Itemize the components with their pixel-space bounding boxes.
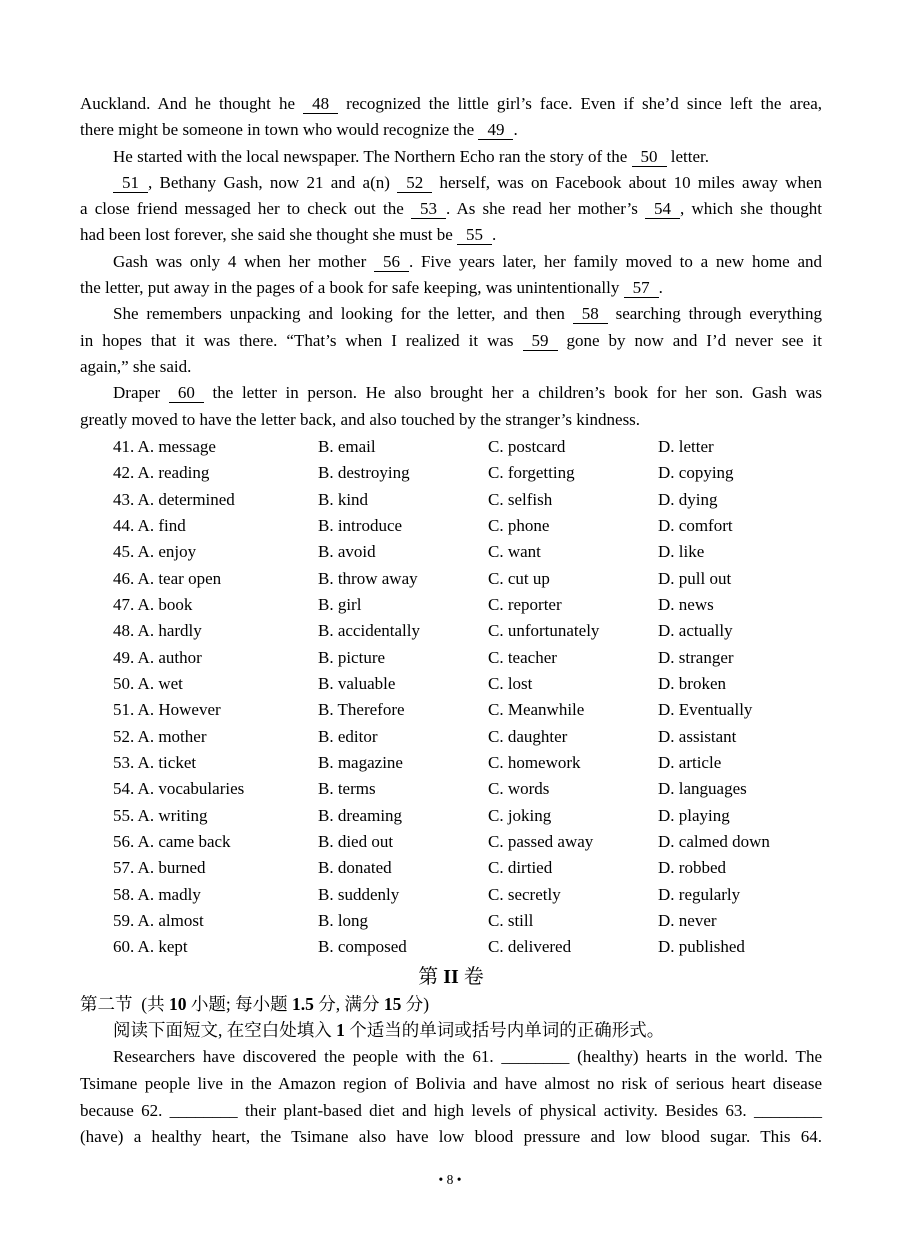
option-cell-B: B. terms [318, 779, 376, 799]
option-cell-C: C. teacher [488, 647, 557, 667]
option-row-53 [113, 750, 822, 776]
option-row-41 [113, 434, 822, 460]
option-cell-B: B. dreaming [318, 805, 403, 825]
option-cell-C: C. words [488, 779, 550, 799]
passage-line: Auckland. And he thought he 48 recognized the little girl’s face. Even if she’d since left the area, [80, 94, 823, 113]
option-row-44 [113, 513, 822, 539]
option-cell-B: B. editor [318, 726, 378, 746]
option-row-47 [113, 592, 822, 618]
option-cell-D: D. letter [658, 436, 714, 456]
bold-text-run: 15 [383, 993, 402, 1014]
text-run: 小题; 每小题 [186, 993, 292, 1014]
blank-49: 49 [478, 120, 513, 140]
option-cell-A: 44. A. find [113, 515, 186, 535]
passage-line: in hopes that it was there. “That’s when I realized it was 59 gone by now and I’d never see it [80, 330, 822, 350]
option-cell-D: D. Eventually [658, 700, 753, 720]
option-cell-C: C. postcard [488, 436, 566, 456]
passage-line: He started with the local newspaper. The Northern Echo ran the story of the 50 letter. [113, 146, 709, 166]
option-cell-B: B. valuable [318, 673, 396, 693]
blank-50: 50 [632, 147, 667, 167]
option-row-43 [113, 487, 822, 513]
option-cell-A: 58. A. madly [113, 884, 201, 904]
option-cell-A: 41. A. message [113, 436, 216, 456]
option-row-52 [113, 724, 822, 750]
option-cell-C: C. homework [488, 752, 581, 772]
passage-line: there might be someone in town who would recognize the 49 . [80, 120, 518, 140]
option-cell-D: D. languages [658, 779, 747, 799]
passage-line: (have) a healthy heart, the Tsimane also have low blood pressure and low blood sugar. This 64. [80, 1127, 822, 1147]
option-cell-B: B. magazine [318, 752, 403, 772]
option-cell-D: D. assistant [658, 726, 737, 746]
option-row-49 [113, 645, 822, 671]
passage-line: had been lost forever, she said she thought she must be 55 . [80, 225, 497, 245]
option-cell-D: D. dying [658, 489, 718, 509]
text-run: 第二节 (共 [80, 993, 169, 1014]
option-cell-A: 43. A. determined [113, 489, 235, 509]
option-cell-A: 42. A. reading [113, 463, 210, 483]
option-row-48 [113, 618, 822, 644]
option-cell-C: C. lost [488, 673, 533, 693]
option-cell-D: D. comfort [658, 515, 733, 535]
passage-line: Gash was only 4 when her mother 56 . Five years later, her family moved to a new home and [113, 251, 823, 271]
option-cell-C: C. delivered [488, 937, 572, 957]
option-row-42 [113, 460, 822, 486]
option-cell-D: D. article [658, 752, 722, 772]
option-row-50 [113, 671, 822, 697]
option-cell-B: B. picture [318, 647, 386, 667]
option-cell-A: 54. A. vocabularies [113, 779, 245, 799]
option-cell-A: 50. A. wet [113, 673, 183, 693]
blank-55: 55 [457, 225, 492, 245]
passage-line: because 62. ________ their plant-based diet and high levels of physical activity. Besides 63. ________ [80, 1100, 822, 1120]
blank-48: 48 [303, 94, 338, 114]
option-cell-C: C. still [488, 911, 534, 931]
text-run: 分) [401, 993, 430, 1014]
cloze-passage [80, 91, 822, 433]
volume-header-roman: II [443, 965, 459, 988]
blank-53: 53 [411, 199, 446, 219]
option-cell-B: B. accidentally [318, 621, 420, 641]
bold-text-run: 1 [336, 1020, 345, 1041]
option-row-56 [113, 829, 822, 855]
option-cell-A: 60. A. kept [113, 937, 188, 957]
option-cell-A: 51. A. However [113, 700, 221, 720]
option-cell-D: D. robbed [658, 858, 726, 878]
blank-60: 60 [169, 383, 204, 403]
option-cell-D: D. broken [658, 673, 726, 693]
passage-line: the letter, put away in the pages of a book for safe keeping, was unintentionally 57 . [80, 278, 663, 298]
option-cell-D: D. copying [658, 463, 734, 483]
passage-line: greatly moved to have the letter back, and also touched by the stranger’s kindness. [80, 409, 641, 429]
option-cell-B: B. throw away [318, 568, 418, 588]
option-cell-B: B. kind [318, 489, 369, 509]
option-row-57 [113, 855, 822, 881]
option-cell-C: C. joking [488, 805, 552, 825]
option-cell-D: D. like [658, 542, 705, 562]
option-cell-B: B. avoid [318, 542, 376, 562]
option-cell-C: C. selfish [488, 489, 553, 509]
option-cell-A: 49. A. author [113, 647, 202, 667]
blank-57: 57 [624, 278, 659, 298]
option-row-45 [113, 539, 822, 565]
blank-56: 56 [374, 252, 409, 272]
blank-58: 58 [573, 304, 608, 324]
option-cell-B: B. donated [318, 858, 392, 878]
bold-text-run: 1.5 [291, 993, 314, 1014]
section2-passage [80, 1044, 822, 1152]
option-cell-C: C. forgetting [488, 463, 575, 483]
passage-line: a close friend messaged her to check out the 53 . As she read her mother’s 54 , which she thought [80, 199, 823, 219]
blank-59: 59 [523, 331, 558, 351]
blank-51: 51 [113, 173, 148, 193]
text-run: 个适当的单词或括号内单词的正确形式。 [344, 1020, 665, 1041]
option-cell-C: C. passed away [488, 832, 594, 852]
option-cell-D: D. never [658, 911, 717, 931]
option-cell-B: B. introduce [318, 515, 403, 535]
volume-header-post: 卷 [458, 965, 484, 988]
bold-text-run: 10 [168, 993, 187, 1014]
option-cell-A: 56. A. came back [113, 832, 231, 852]
option-cell-D: D. pull out [658, 568, 732, 588]
volume-header-pre: 第 [418, 965, 444, 988]
option-cell-A: 47. A. book [113, 594, 193, 614]
option-row-58 [113, 882, 822, 908]
volume-2-header [80, 963, 822, 991]
option-cell-A: 55. A. writing [113, 805, 208, 825]
option-cell-C: C. dirtied [488, 858, 553, 878]
option-cell-B: B. girl [318, 594, 362, 614]
option-cell-B: B. composed [318, 937, 407, 957]
option-row-59 [113, 908, 822, 934]
option-cell-A: 53. A. ticket [113, 752, 197, 772]
option-row-54 [113, 776, 822, 802]
passage-line: Draper 60 the letter in person. He also brought her a children’s book for her son. Gash was [113, 383, 822, 403]
option-cell-A: 48. A. hardly [113, 621, 202, 641]
blank-52: 52 [397, 173, 432, 193]
option-cell-D: D. news [658, 594, 714, 614]
option-cell-B: B. suddenly [318, 884, 400, 904]
option-cell-D: D. published [658, 937, 745, 957]
passage-line: again,” she said. [80, 356, 192, 376]
option-cell-C: C. phone [488, 515, 550, 535]
option-cell-C: C. want [488, 542, 541, 562]
option-row-60 [113, 934, 822, 960]
option-row-51 [113, 697, 822, 723]
option-cell-D: D. regularly [658, 884, 741, 904]
option-row-46 [113, 566, 822, 592]
option-cell-B: B. Therefore [318, 700, 405, 720]
option-cell-C: C. Meanwhile [488, 700, 585, 720]
option-cell-A: 59. A. almost [113, 911, 204, 931]
option-cell-D: D. playing [658, 805, 730, 825]
option-cell-C: C. cut up [488, 568, 550, 588]
option-cell-A: 46. A. tear open [113, 568, 222, 588]
option-cell-D: D. stranger [658, 647, 734, 667]
options-table [80, 434, 822, 961]
blank-54: 54 [645, 199, 680, 219]
option-cell-B: B. destroying [318, 463, 410, 483]
option-cell-A: 57. A. burned [113, 858, 206, 878]
option-cell-A: 45. A. enjoy [113, 542, 197, 562]
passage-line: She remembers unpacking and looking for the letter, and then 58 searching through everything [113, 304, 823, 324]
text-run: 分, 满分 [313, 993, 384, 1014]
option-cell-B: B. email [318, 436, 376, 456]
option-cell-B: B. long [318, 911, 369, 931]
section2-instruction [80, 1017, 822, 1044]
text-run: 阅读下面短文, 在空白处填入 [113, 1020, 337, 1041]
passage-line: Researchers have discovered the people with the 61. ________ (healthy) hearts in the world. The [113, 1046, 822, 1066]
option-cell-C: C. daughter [488, 726, 568, 746]
section2-heading [80, 991, 822, 1018]
option-cell-C: C. unfortunately [488, 621, 600, 641]
option-cell-A: 52. A. mother [113, 726, 207, 746]
option-cell-B: B. died out [318, 832, 394, 852]
passage-line: 51 , Bethany Gash, now 21 and a(n) 52 herself, was on Facebook about 10 miles away when [80, 170, 822, 196]
page-number: • 8 • [438, 1172, 462, 1187]
option-cell-D: D. actually [658, 621, 733, 641]
option-cell-C: C. secretly [488, 884, 561, 904]
option-row-55 [113, 803, 822, 829]
passage-line: Tsimane people live in the Amazon region of Bolivia and have almost no risk of serious heart disease [80, 1073, 822, 1093]
option-cell-C: C. reporter [488, 594, 562, 614]
option-cell-D: D. calmed down [658, 832, 770, 852]
